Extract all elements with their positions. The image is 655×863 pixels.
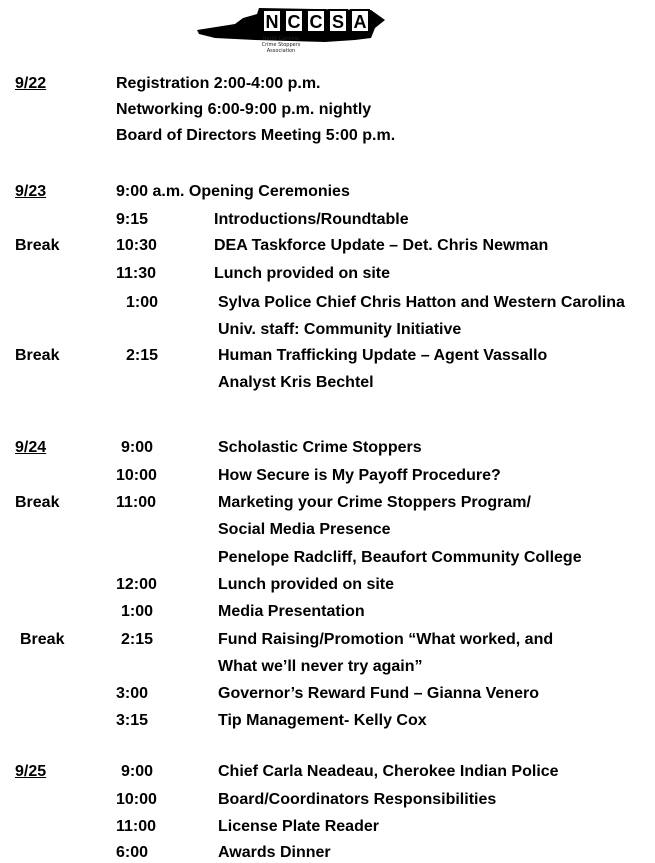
session-title: Awards Dinner [218,844,331,861]
logo-letter: C [309,12,323,32]
session-title: Introductions/Roundtable [214,211,409,228]
day-date: 9/23 [15,183,47,200]
session-title: Lunch provided on site [218,576,395,593]
session-time: 12:00 [116,576,157,593]
session-title: Media Presentation [218,603,365,620]
session-title: 9:00 a.m. Opening Ceremonies [116,183,350,200]
session-time: 10:00 [116,791,157,808]
logo-letter: N [265,12,279,32]
break-label: Break [20,631,65,648]
session-title: Chief Carla Neadeau, Cherokee Indian Police [218,763,559,780]
day-date: 9/22 [15,75,47,92]
session-time: 3:15 [116,712,149,729]
session-title: Lunch provided on site [214,265,391,282]
session-time: 11:00 [116,818,157,835]
session-time: 10:00 [116,467,157,484]
session-title: Penelope Radcliff, Beaufort Community College [218,549,582,566]
session-time: 9:00 [121,439,154,456]
logo-subtitle-line-2: Crime Stoppers [261,42,301,48]
session-title: What we’ll never try again” [218,658,423,675]
day-date: 9/25 [15,763,47,780]
session-time: 9:15 [116,211,149,228]
session-time: 9:00 [121,763,154,780]
session-title: Human Trafficking Update – Agent Vassallo [218,347,548,364]
session-title: DEA Taskforce Update – Det. Chris Newman [214,237,549,254]
break-label: Break [15,237,60,254]
session-title: Univ. staff: Community Initiative [218,321,462,338]
session-title: Scholastic Crime Stoppers [218,439,422,456]
session-time: 11:00 [116,494,157,511]
break-label: Break [15,347,60,364]
session-title: Networking 6:00-9:00 p.m. nightly [116,101,372,118]
session-title: Fund Raising/Promotion “What worked, and [218,631,554,648]
session-time: 10:30 [116,237,157,254]
session-title: Governor’s Reward Fund – Gianna Venero [218,685,539,702]
logo-letter: A [353,12,367,32]
logo-letter: S [331,12,345,32]
session-time: 3:00 [116,685,149,702]
session-title: Analyst Kris Bechtel [218,374,374,391]
session-title: Social Media Presence [218,521,391,538]
day-date: 9/24 [15,439,47,456]
nccsa-logo [195,4,395,56]
session-title: Board of Directors Meeting 5:00 p.m. [116,127,396,144]
logo-letter: C [287,12,301,32]
session-time: 1:00 [126,294,159,311]
session-title: Marketing your Crime Stoppers Program/ [218,494,531,511]
session-title: Board/Coordinators Responsibilities [218,791,497,808]
session-time: 2:15 [121,631,154,648]
logo-subtitle-line-1: North Carolina [262,36,300,42]
session-time: 6:00 [116,844,149,861]
session-title: Sylva Police Chief Chris Hatton and Western Carolina [218,294,625,311]
break-label: Break [15,494,60,511]
logo-subtitle-line-3: Association [266,48,296,54]
session-title: License Plate Reader [218,818,379,835]
session-time: 2:15 [126,347,159,364]
session-title: Tip Management- Kelly Cox [218,712,427,729]
session-title: Registration 2:00-4:00 p.m. [116,75,321,92]
session-title: How Secure is My Payoff Procedure? [218,467,501,484]
session-time: 11:30 [116,265,157,282]
session-time: 1:00 [121,603,154,620]
